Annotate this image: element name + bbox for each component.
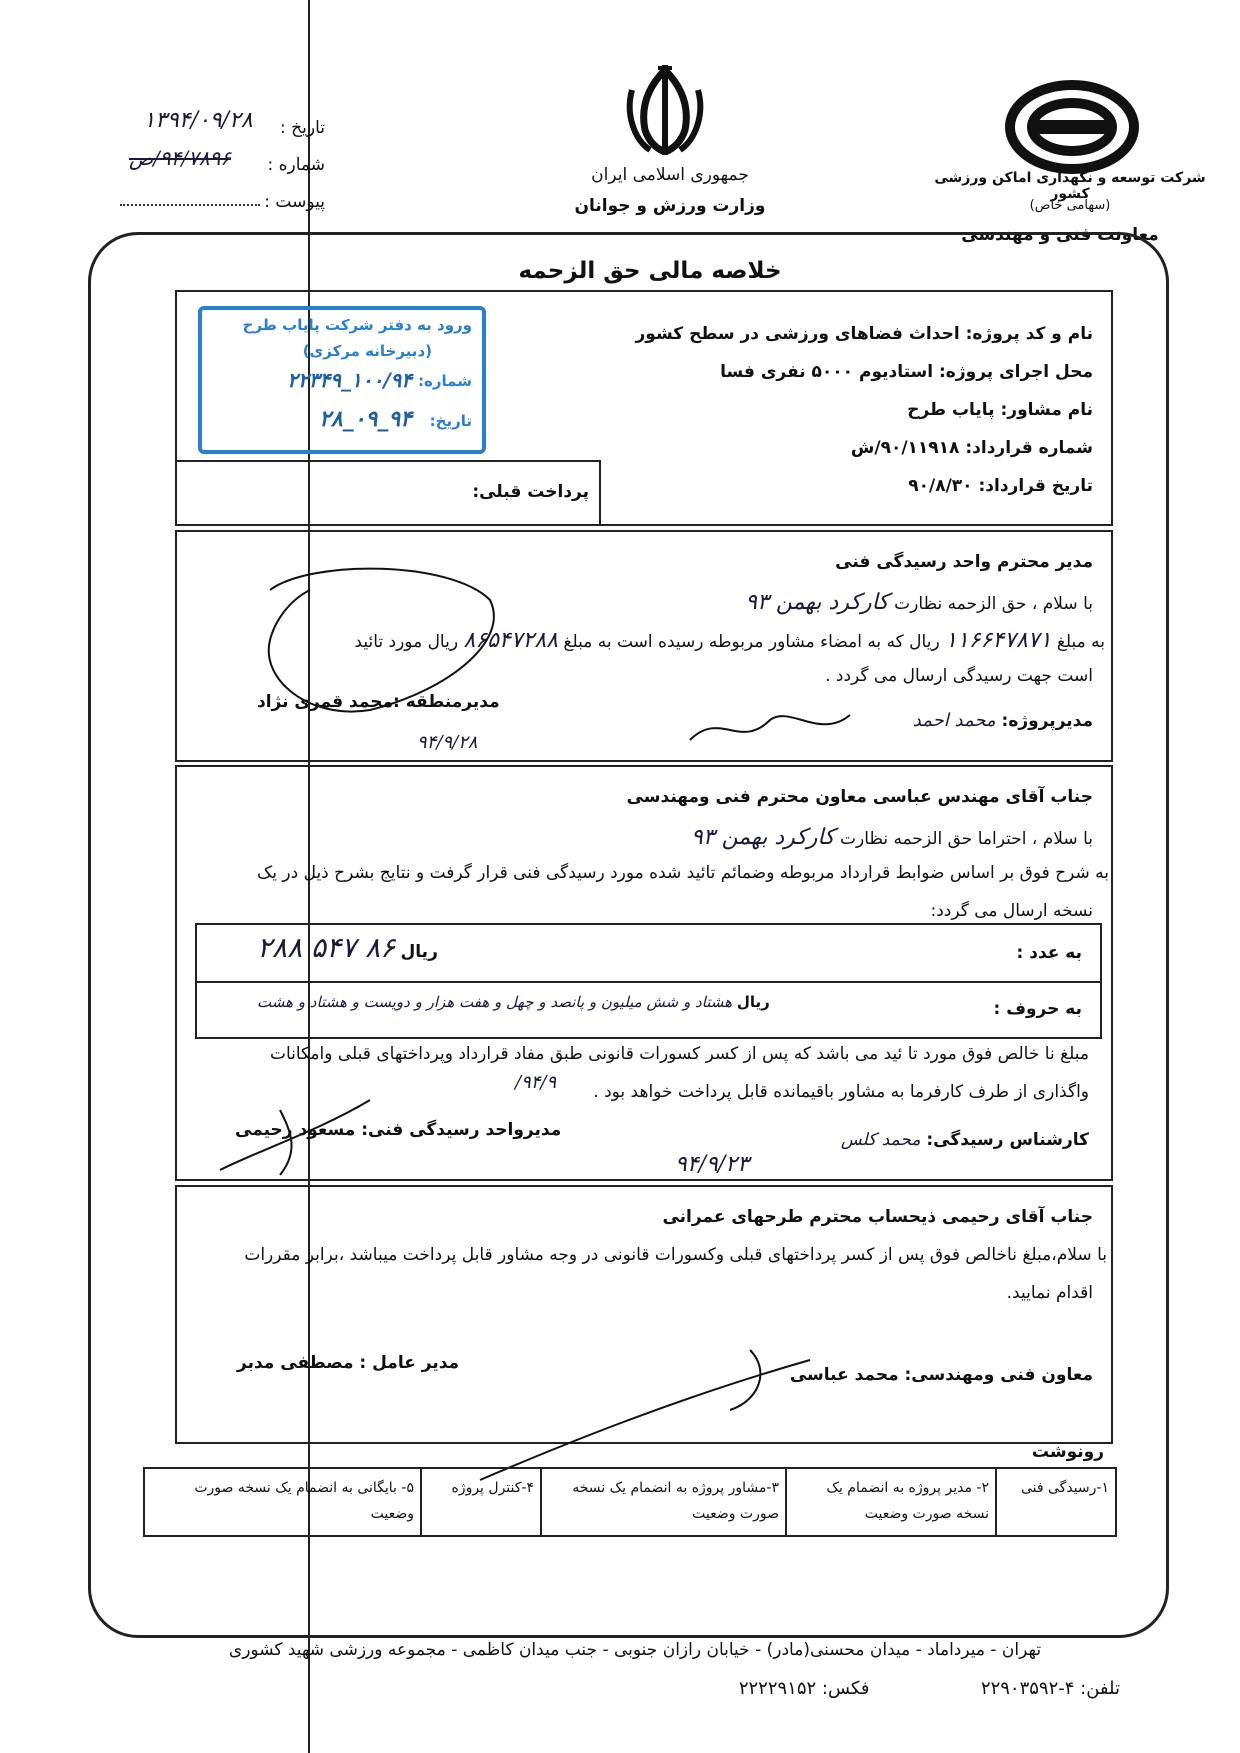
number-value: ۹۴/۷۸۹۶/ص [128,146,232,170]
cc-item: ۴-کنترل پروژه [420,1469,540,1535]
contract-number-row [851,438,1093,458]
cc-table [143,1467,1117,1537]
previous-payment-box [175,460,601,526]
department-name: معاونت فنی و مهندسی [961,225,1159,245]
section2-note1: مبلغ نا خالص فوق مورد تا ئید می باشد که پس از کسر کسورات قانونی طبق مفاد قرارداد وپرداختهای قبلی وامکانات [269,1044,1089,1064]
section2-line2: به شرح فوق بر اساس ضوابط قرارداد مربوطه وضمائم تائید شده مورد رسیدگی فنی قرار گرفت و نتایج بشرح ذیل در یک [257,863,1109,883]
project-name-row [636,324,1093,344]
project-manager-label: مدیرپروژه: [1001,711,1093,731]
amount-numeric-row [257,931,438,964]
project-manager-scribble-icon [680,700,860,760]
section2-hand-date2: ۹۴/۹/۲۳ [675,1152,749,1177]
amount-words-value: هشتاد و شش میلیون و پانصد و چهل و هفت هزار و دویست و هشتاد و هشت [257,993,733,1011]
section2-line3: نسخه ارسال می گردد: [930,901,1093,921]
stamp-date-value: ۹۴_۰۹_۲۸ [319,406,412,432]
section2-heading: جناب آقای مهندس عباسی معاون محترم فنی ومهندسی [626,787,1093,807]
unit-manager-signature-icon [200,1090,380,1180]
project-manager-row [913,710,1093,731]
footer-contacts [380,1678,1120,1699]
stamp-line2: (دبیرخانه مرکزی) [302,342,432,360]
cc-item: ۲- مدیر پروژه به انضمام یک نسخه صورت وضعیت [785,1469,995,1535]
company-logo-icon [1005,80,1140,175]
ministry-line1: جمهوری اسلامی ایران [591,165,749,185]
section2-line1-hand: کارکرد بهمن ۹۳ [691,825,835,850]
contract-date-value: ۹۰/۸/۳۰ [908,476,973,496]
company-type: (سهامی خاص) [1029,198,1111,213]
received-stamp [198,306,486,454]
cc-item: ۱-رسیدگی فنی [995,1469,1115,1535]
project-name-label: نام و کد پروژه: [965,324,1093,344]
footer-fax: فکس: ۲۲۲۲۹۱۵۲ [738,1678,870,1699]
project-location-value: استادیوم ۵۰۰۰ نفری فسا [720,362,934,382]
consultant-row [907,400,1093,420]
section1-heading: مدیر محترم واحد رسیدگی فنی [835,552,1093,572]
amount-words-row [257,993,770,1011]
section1-line1-hand: کارکرد بهمن ۹۳ [745,590,889,615]
unit-manager: مدیرواحد رسیدگی فنی: مسعود رحیمی [235,1120,562,1140]
attachment-label: پیوست : [264,192,325,212]
number-label: شماره : [267,155,325,175]
attachment-field [120,186,260,206]
section2-line1 [691,825,1093,850]
amount-divider [197,981,1100,983]
section1-line2-b: ریال که به امضاء مشاور مربوطه رسیده است به مبلغ [563,632,940,652]
previous-payment-label: پرداخت قبلی: [472,482,589,502]
consultant-value: پایاب طرح [907,400,995,420]
expert-label: کارشناس رسیدگی: [926,1130,1089,1150]
section1-line2-c: ریال مورد تائید [354,632,459,652]
section1-line3: است جهت رسیدگی ارسال می گردد . [825,666,1093,686]
contract-number-label: شماره قرارداد: [965,438,1093,458]
date-label: تاریخ : [280,118,325,138]
project-location-row [720,362,1093,382]
amount-box [195,923,1102,1039]
section1-amount-approved: ۸۶۵۴۷۲۸۸ [463,628,558,653]
date-value: ۱۳۹۴/۰۹/۲۸ [143,108,253,133]
footer-phone: تلفن: ۴-۲۲۹۰۳۵۹۲ [980,1678,1120,1699]
region-manager-signature-icon [250,560,510,740]
section2-line1-text: با سلام ، احتراما حق الزحمه نظارت [840,829,1093,849]
section1-amount-submitted: ۱۱۶۶۴۷۸۷۱ [945,628,1052,653]
contract-date-row [908,476,1093,496]
region-manager: مدیرمنطقه :محمد قمری نژاد [257,692,500,712]
company-name: شرکت توسعه و نگهداری اماکن ورزشی کشور [934,170,1206,202]
amount-numeric-unit: ریال [400,942,438,962]
project-manager-signature: محمد احمد [912,710,996,731]
stamp-number-value: ۱۰۰/۹۴_۲۲۳۴۹ [287,368,412,392]
cc-item: ۵- بایگانی به انضمام یک نسخه صورت وضعیت [194,1480,414,1522]
section3-line1: با سلام،مبلغ ناخالص فوق پس از کسر پرداختهای قبلی وکسورات قانونی در وجه مشاور قابل پرداخت میباشد ،برابر مقررات [244,1245,1107,1265]
section2-note2: واگذاری از طرف کارفرما به مشاور باقیمانده قابل پرداخت خواهد بود . [593,1082,1089,1102]
stamp-line1: ورود به دفتر شرکت پایاب طرح [242,316,472,334]
amount-words-label: به حروف : [993,999,1082,1019]
amount-numeric-label: به عدد : [1016,943,1082,963]
ceo-signatory: مدیر عامل : مصطفی مدبر [237,1353,460,1373]
cc-item: ۳-مشاور پروژه به انضمام یک نسخه صورت وضعیت [540,1469,785,1535]
footer-address: تهران - میرداماد - میدان محسنی(مادر) - خیابان رازان جنوبی - جنب میدان کاظمی - مجموعه ورزشی شهید کشوری [228,1640,1042,1660]
stamp-date-label: تاریخ: [429,412,472,430]
contract-date-label: تاریخ قرارداد: [978,476,1093,496]
expert-signature: محمد کلس [840,1130,921,1150]
section1-line2-a: به مبلغ [1056,632,1105,652]
document-title: خلاصه مالی حق الزحمه [518,258,782,284]
consultant-label: نام مشاور: [1000,400,1093,420]
expert-row [841,1130,1089,1150]
stamp-number-label: شماره: [418,372,472,390]
project-location-label: محل اجرای پروژه: [939,362,1093,382]
section1-line1 [745,590,1093,615]
cc-label: رونوشت [1031,1442,1104,1462]
section1-hand-date: ۹۴/۹/۲۸ [417,732,478,753]
ministry-line2: وزارت ورزش و جوانان [574,196,766,216]
iran-emblem-icon [620,60,710,160]
amount-words-unit: ریال [736,993,770,1011]
section3-heading: جناب آقای رحیمی ذیحساب محترم طرحهای عمرانی [662,1207,1093,1227]
project-name-value: احداث فضاهای ورزشی در سطح کشور [635,324,960,344]
section1-line1-text: با سلام ، حق الزحمه نظارت [894,594,1093,614]
deputy-signatory: معاون فنی ومهندسی: محمد عباسی [789,1365,1093,1385]
contract-number-value: ۹۰/۱۱۹۱۸/ش [850,438,960,458]
amount-numeric-value: ۸۶ ۵۴۷ ۲۸۸ [257,931,396,964]
section2-hand-date: ۹۴/۹/ [515,1072,557,1093]
section3-line2: اقدام نمایید. [1006,1283,1093,1303]
